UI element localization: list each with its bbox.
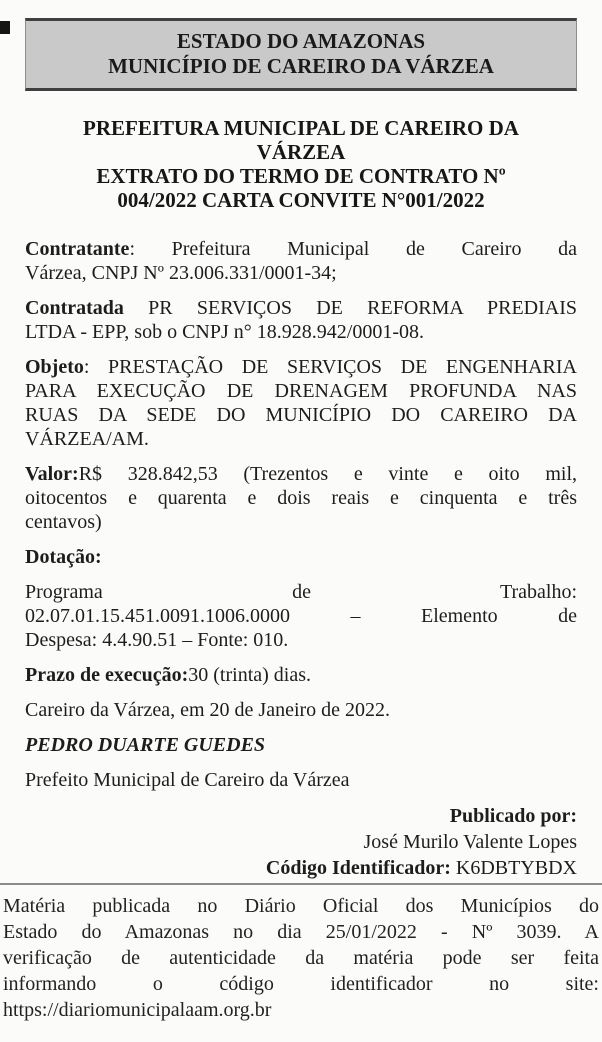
title-line: VÁRZEA: [256, 140, 346, 164]
identifier-code-line: [25, 855, 577, 881]
identifier-code-label: Código Identificador:: [265, 857, 451, 879]
signature-name: PEDRO DUARTE GUEDES: [25, 734, 266, 756]
dotacao-label: Dotação:: [25, 546, 102, 568]
state-name: ESTADO DO AMAZONAS: [176, 29, 426, 53]
identifier-code-value: K6DBTYBDX: [450, 857, 577, 879]
municipality-name: MUNICÍPIO DE CAREIRO DA VÁRZEA: [108, 54, 494, 78]
programa-trabalho-paragraph: [25, 580, 577, 652]
contratada-text: PR SERVIÇOS DE REFORMA PREDIAIS: [123, 297, 577, 319]
valor-text: R$ 328.842,53 (Trezentos e vinte e oito mil,: [78, 463, 577, 485]
footer-divider: [0, 883, 602, 885]
signature-role: Prefeito Municipal de Careiro da Várzea: [25, 769, 350, 791]
prazo-label: Prazo de execução:: [25, 664, 189, 686]
date-line: Careiro da Várzea, em 20 de Janeiro de 2022.: [25, 699, 391, 721]
footer-site-url: https://diariomunicipalaam.org.br: [3, 999, 272, 1021]
scan-artifact: [0, 21, 10, 34]
objeto-line: RUAS DA SEDE DO MUNICÍPIO DO CAREIRO DA: [25, 404, 577, 426]
signature-role-paragraph: [25, 768, 577, 792]
prazo-line: [25, 663, 577, 687]
valor-paragraph: [25, 462, 577, 534]
published-by-name: José Murilo Valente Lopes: [363, 831, 577, 853]
objeto-line: PARA EXECUÇÃO DE DRENAGEM PROFUNDA NAS: [25, 380, 577, 402]
prazo-text: 30 (trinta) dias.: [188, 664, 312, 686]
footer-line: Matéria publicada no Diário Oficial dos Municípios do: [3, 895, 599, 917]
objeto-paragraph: [25, 355, 577, 451]
valor-line: oitocentos e quarenta e dois reais e cinquenta e três: [25, 487, 577, 509]
contratante-line: [25, 237, 577, 261]
contratada-paragraph: [25, 296, 577, 344]
state-header-box: [25, 18, 577, 91]
programa-line: Despesa: 4.4.90.51 – Fonte: 010.: [25, 629, 289, 651]
date-paragraph: [25, 698, 577, 722]
publication-block: [25, 803, 577, 881]
dotacao-paragraph: [25, 545, 577, 569]
title-line: 004/2022 CARTA CONVITE N°001/2022: [117, 188, 485, 212]
valor-line: centavos): [25, 511, 102, 533]
valor-label: Valor:: [25, 463, 79, 485]
contratante-label: Contratante: [25, 238, 130, 260]
contratada-label: Contratada: [25, 297, 124, 319]
title-line: EXTRATO DO TERMO DE CONTRATO Nº: [96, 164, 506, 188]
contratada-line: LTDA - EPP, sob o CNPJ n° 18.928.942/0001-08.: [25, 321, 424, 343]
programa-line: 02.07.01.15.451.0091.1006.0000 – Elemento de: [25, 605, 577, 627]
objeto-line: VÁRZEA/AM.: [25, 428, 149, 450]
contratada-line: [25, 296, 577, 320]
title-line: PREFEITURA MUNICIPAL DE CAREIRO DA: [83, 116, 519, 140]
prazo-paragraph: [25, 663, 577, 687]
footer-line: informando o código identificador no site:: [3, 973, 599, 995]
footer-line: Estado do Amazonas no dia 25/01/2022 - Nº 3039. A: [3, 921, 599, 943]
contratante-text: : Prefeitura Municipal de Careiro da: [129, 238, 577, 260]
objeto-line: [25, 355, 577, 379]
document-title: [25, 116, 577, 212]
published-by-label: Publicado por:: [449, 805, 577, 827]
publication-footer: [0, 893, 602, 1023]
contract-body: [25, 237, 577, 881]
valor-line: [25, 462, 577, 486]
document-page: [0, 18, 602, 881]
contratante-line: Várzea, CNPJ Nº 23.006.331/0001-34;: [25, 262, 337, 284]
objeto-label: Objeto: [25, 356, 84, 378]
contratante-paragraph: [25, 237, 577, 285]
signature-name-paragraph: [25, 733, 577, 757]
footer-line: verificação de autenticidade da matéria pode ser feita: [3, 947, 599, 969]
programa-line: Programa de Trabalho:: [25, 581, 577, 603]
objeto-text: : PRESTAÇÃO DE SERVIÇOS DE ENGENHARIA: [83, 356, 577, 378]
